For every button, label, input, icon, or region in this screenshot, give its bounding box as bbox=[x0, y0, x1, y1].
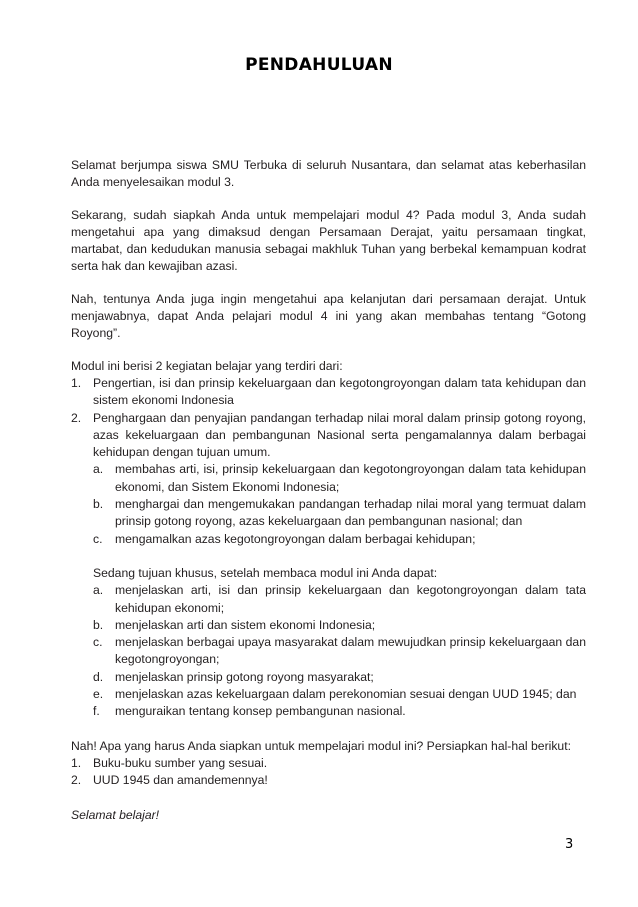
list-item bbox=[93, 582, 586, 617]
list-item-text: menjelaskan arti dan sistem ekonomi Indonesia; bbox=[115, 617, 376, 632]
list-marker: a. bbox=[93, 462, 104, 477]
persiapan-section bbox=[71, 738, 586, 790]
list-marker: 1. bbox=[71, 755, 82, 770]
closing-text: Selamat belajar! bbox=[71, 807, 160, 822]
tujuan-umum-list bbox=[93, 461, 586, 547]
list-marker: d. bbox=[93, 669, 104, 684]
list-marker: c. bbox=[93, 635, 103, 650]
list-marker: f. bbox=[93, 704, 100, 719]
list-item-text: menjelaskan prinsip gotong royong masyarakat; bbox=[115, 669, 374, 684]
list-marker: e. bbox=[93, 687, 104, 702]
list-item bbox=[71, 772, 586, 789]
list-item bbox=[93, 634, 586, 669]
list-item bbox=[93, 531, 586, 548]
list-item-text: Buku-buku sumber yang sesuai. bbox=[93, 755, 268, 770]
list-item bbox=[71, 375, 586, 410]
list-item-text: menguraikan tentang konsep pembangunan nasional. bbox=[115, 704, 406, 719]
page-title: PENDAHULUAN bbox=[245, 55, 393, 75]
list-item bbox=[93, 496, 586, 531]
paragraph-review: Sekarang, sudah siapkah Anda untuk mempelajari modul 4? Pada modul 3, Anda sudah mengetahui apa yang dimaksud dengan Persamaan Derajat, yaitu persamaan tingkat, martabat, dan kedudukan manusia sebagai makhluk Tuhan yang berbekal kemampuan kodrat serta hak dan kewajiban azasi. bbox=[71, 207, 586, 274]
list-item bbox=[93, 669, 586, 686]
list-item bbox=[71, 410, 586, 462]
list-item-text: Penghargaan dan penyajian pandangan terhadap nilai moral dalam prinsip gotong royong, azas kekeluargaan dan pembangunan Nasional serta pengamalannya dalam berbagai kehidupan dengan tujuan umum. bbox=[93, 410, 586, 460]
list-marker: c. bbox=[93, 531, 103, 546]
paragraph-greeting: Selamat berjumpa siswa SMU Terbuka di seluruh Nusantara, dan selamat atas keberhasilan Anda menyelesaikan modul 3. bbox=[71, 158, 586, 190]
list-item-text: UUD 1945 dan amandemennya! bbox=[93, 773, 268, 788]
paragraph-next: Nah, tentunya Anda juga ingin mengetahui apa kelanjutan dari persamaan derajat. Untuk menjawabnya, dapat Anda pelajari modul 4 ini yang akan membahas tentang “Gotong Royong”. bbox=[71, 291, 586, 341]
list-item-text: menghargai dan mengemukakan pandangan terhadap nilai moral yang termuat dalam prinsip gotong royong, azas kekeluargaan dan pembangunan nasional; dan bbox=[115, 497, 586, 529]
list-item bbox=[93, 617, 586, 634]
list-item bbox=[93, 461, 586, 496]
list-item bbox=[93, 703, 586, 720]
list-marker: 1. bbox=[71, 375, 82, 390]
list-marker: a. bbox=[93, 583, 104, 598]
tujuan-khusus-intro: Sedang tujuan khusus, setelah membaca modul ini Anda dapat: bbox=[93, 565, 438, 580]
list-marker: 2. bbox=[71, 773, 82, 788]
modul-section bbox=[71, 358, 586, 721]
list-item bbox=[71, 755, 586, 772]
tujuan-khusus-list bbox=[93, 582, 586, 720]
list-item-text: mengamalkan azas kegotongroyongan dalam berbagai kehidupan; bbox=[115, 531, 476, 546]
list-item-text: Pengertian, isi dan prinsip kekeluargaan dan kegotongroyongan dalam tata kehidupan dan sistem ekonomi Indonesia bbox=[93, 375, 586, 408]
modul-intro: Modul ini berisi 2 kegiatan belajar yang terdiri dari: bbox=[71, 358, 343, 373]
list-marker: b. bbox=[93, 617, 104, 632]
list-marker: b. bbox=[93, 497, 104, 512]
list-item-text: menjelaskan berbagai upaya masyarakat dalam mewujudkan prinsip kekeluargaan dan kegotongroyongan; bbox=[115, 635, 586, 667]
persiapan-intro: Nah! Apa yang harus Anda siapkan untuk mempelajari modul ini? Persiapkan hal-hal berikut: bbox=[71, 738, 571, 753]
document-body bbox=[71, 157, 586, 824]
list-item-text: membahas arti, isi, prinsip kekeluargaan dan kegotongroyongan dalam tata kehidupan ekonomi, dan Sistem Ekonomi Indonesia; bbox=[115, 462, 586, 494]
kegiatan-list bbox=[71, 375, 586, 461]
list-item-text: menjelaskan azas kekeluargaan dalam perekonomian sesuai dengan UUD 1945; dan bbox=[115, 687, 577, 702]
persiapan-list bbox=[71, 755, 586, 790]
page-number: 3 bbox=[565, 837, 574, 852]
list-marker: 2. bbox=[71, 410, 82, 425]
list-item-text: menjelaskan arti, isi dan prinsip kekeluargaan dan kegotongroyongan dalam tata kehidupan ekonomi; bbox=[115, 583, 586, 615]
tujuan-khusus-section bbox=[93, 565, 586, 721]
list-item bbox=[93, 686, 586, 703]
